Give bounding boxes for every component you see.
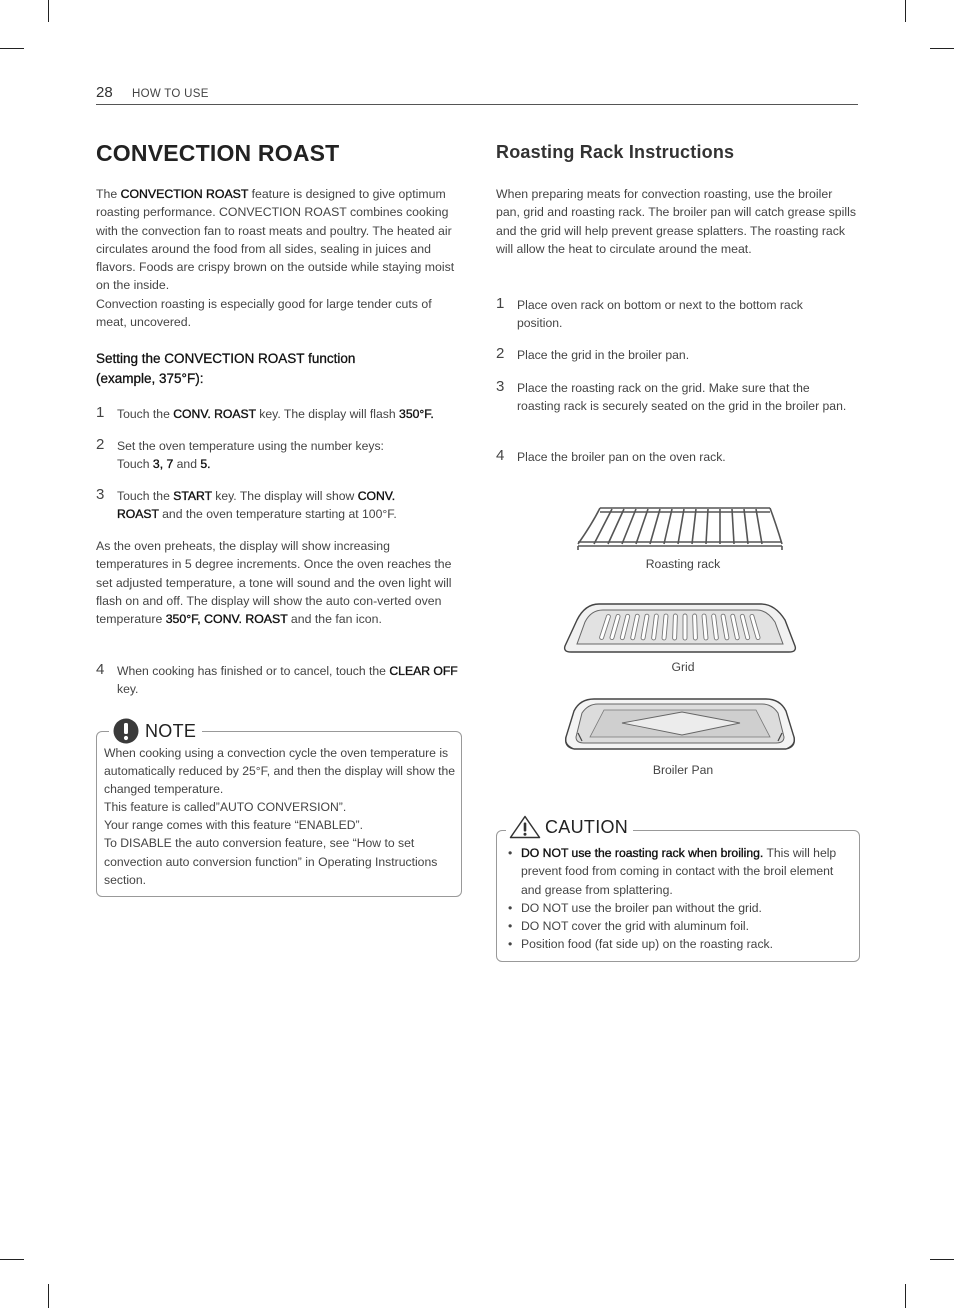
section-title: Roasting Rack Instructions [496,142,735,162]
crop-mark [905,1284,906,1308]
note-box [96,720,462,897]
caution-title: CAUTION [545,816,629,837]
page-title: CONVECTION ROAST [96,140,340,166]
rack-caption: Roasting rack [645,557,721,571]
note-header [109,718,202,744]
page-header [96,84,858,105]
intro-paragraph: The CONVECTION ROAST feature is designed to give optimum roasting performance. CONVECTION ROAST combines cooking with the convection fan to roast meats and poultry. The heated air circulates around the food from all sides, sealing in juices and flavors. Foods are crispy brown on the outside while staying moist on the inside. Convection roasting is especially good for large tender cuts of meat, uncovered. [96,187,455,330]
roasting-rack-illustration [574,504,786,552]
note-text: When cooking using a convection cycle the oven temperature is automatically reduced by 25°F, and then the display will show the changed temperature. This feature is called”AUTO CONVERSION”. Your range comes with this feature “ENABLED”. To DISABLE the auto conversion feature, see “How to set convection auto conversion function” in Operating Instructions section. [104,746,456,887]
crop-mark [48,0,49,22]
crop-mark [48,1284,49,1308]
list-item: • DO NOT use the broiler pan without the grid. [508,899,854,917]
grid-caption: Grid [671,660,695,674]
preheat-paragraph: As the oven preheats, the display will show increasing temperatures in 5 degree increments. Once the oven reaches the set adjusted temperature, a tone will sound and the oven light will flash on and off. The display will show the auto con-verted oven temperature 350°F, CONV. ROAST and the fan icon. [96,539,452,627]
crop-mark [930,1259,954,1260]
rack-intro-paragraph: When preparing meats for convection roasting, use the broiler pan, grid and roasting rack. The broiler pan will catch grease spills and the grid will help prevent grease splatters. The roasting rack will allow the heat to circulate around the meat. [496,187,856,256]
broiler-pan-caption: Broiler Pan [652,763,714,777]
exclamation-icon [113,718,139,744]
list-item: • DO NOT cover the grid with aluminum foil. [508,917,854,935]
list-item: • DO NOT use the roasting rack when broiling. This will help prevent food from coming in contact with the broil element and grease from splattering. [508,844,854,899]
crop-mark [930,48,954,49]
caution-list [508,844,854,954]
crop-mark [0,48,24,49]
warning-triangle-icon [509,815,541,839]
caution-header [506,815,633,839]
crop-mark [905,0,906,22]
page-number: 28 [96,84,113,101]
crop-mark [0,1259,24,1260]
section-name: HOW TO USE [132,88,209,100]
grid-illustration [563,602,797,656]
broiler-pan-illustration [564,697,796,755]
list-item: • Position food (fat side up) on the roasting rack. [508,935,854,953]
caution-box [496,816,860,962]
subheading: Setting the CONVECTION ROAST function (example, 375°F): [96,351,356,386]
note-title: NOTE [145,720,197,741]
